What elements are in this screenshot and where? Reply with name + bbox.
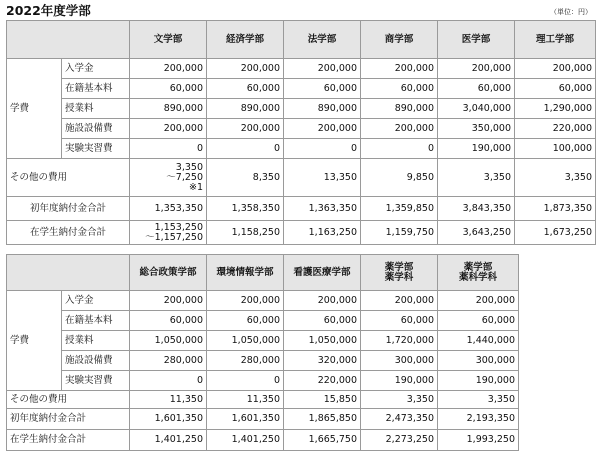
header-cell: 商学部	[361, 21, 438, 59]
value-cell: 3,350	[438, 159, 515, 197]
tuition-category-label: 学費	[7, 291, 62, 391]
tuition-category-label: 学費	[7, 59, 62, 159]
value-cell: 1,358,350	[207, 197, 284, 221]
row-label: 初年度納付金合計	[7, 409, 130, 430]
value-cell: 15,850	[284, 391, 361, 409]
fee-row	[7, 59, 596, 79]
value-cell: 1,865,850	[284, 409, 361, 430]
fee-row	[7, 291, 519, 311]
header-row	[7, 21, 596, 59]
value-cell: 200,000	[207, 291, 284, 311]
value-cell: 220,000	[284, 371, 361, 391]
value-cell: 13,350	[284, 159, 361, 197]
row-label: 在学生納付金合計	[7, 221, 130, 245]
value-cell: 200,000	[438, 59, 515, 79]
value-cell: 200,000	[207, 59, 284, 79]
header-line: 看護医療学部	[293, 266, 351, 278]
value-cell: 60,000	[515, 79, 596, 99]
value-cell: 200,000	[438, 291, 519, 311]
value-cell: 60,000	[130, 79, 207, 99]
value-cell: 890,000	[361, 99, 438, 119]
value-cell: 1,993,250	[438, 430, 519, 451]
value-cell: 1,720,000	[361, 331, 438, 351]
value-cell: 1,401,250	[130, 430, 207, 451]
value-line: 3,350	[175, 161, 203, 173]
value-cell: 3,643,250	[438, 221, 515, 245]
value-cell: 3,350	[361, 391, 438, 409]
header-line: 総合政策学部	[139, 266, 197, 278]
value-cell: 300,000	[361, 351, 438, 371]
row-label: 在籍基本料	[62, 311, 130, 331]
value-cell: 1,050,000	[130, 331, 207, 351]
row-label: その他の費用	[7, 159, 130, 197]
header-cell: 医学部	[438, 21, 515, 59]
value-cell-range	[130, 221, 207, 245]
value-cell: 200,000	[130, 119, 207, 139]
value-cell: 1,158,250	[207, 221, 284, 245]
value-cell: 320,000	[284, 351, 361, 371]
value-cell: 1,601,350	[207, 409, 284, 430]
value-cell: 9,850	[361, 159, 438, 197]
value-line: ～1,157,250	[145, 231, 203, 243]
row-label: 授業料	[62, 99, 130, 119]
header-corner	[7, 21, 130, 59]
value-cell: 3,040,000	[438, 99, 515, 119]
value-cell: 60,000	[207, 311, 284, 331]
value-cell: 190,000	[361, 371, 438, 391]
header-line: 薬学部	[463, 261, 493, 273]
value-cell: 60,000	[130, 311, 207, 331]
header-cell: 法学部	[284, 21, 361, 59]
row-label: 入学金	[62, 291, 130, 311]
value-cell: 1,440,000	[438, 331, 519, 351]
row-label: 施設設備費	[62, 351, 130, 371]
value-cell: 220,000	[515, 119, 596, 139]
value-cell: 100,000	[515, 139, 596, 159]
fee-table-1	[6, 20, 596, 245]
header-line: 薬学科	[384, 271, 414, 283]
value-cell: 300,000	[438, 351, 519, 371]
value-cell: 3,843,350	[438, 197, 515, 221]
row-label: 在籍基本料	[62, 79, 130, 99]
value-cell: 890,000	[130, 99, 207, 119]
row-label: 在学生納付金合計	[7, 430, 130, 451]
value-cell: 200,000	[361, 291, 438, 311]
row-label: 初年度納付金合計	[7, 197, 130, 221]
value-cell: 200,000	[515, 59, 596, 79]
value-cell: 1,665,750	[284, 430, 361, 451]
enrolled-total-row	[7, 430, 519, 451]
enrolled-total-row	[7, 221, 596, 245]
value-cell: 200,000	[284, 291, 361, 311]
row-label: 実験実習費	[62, 371, 130, 391]
value-cell: 890,000	[207, 99, 284, 119]
value-cell: 1,873,350	[515, 197, 596, 221]
value-cell: 190,000	[438, 139, 515, 159]
row-label: 授業料	[62, 331, 130, 351]
value-cell: 2,473,350	[361, 409, 438, 430]
header-cell	[207, 255, 284, 291]
value-cell: 200,000	[361, 59, 438, 79]
header-cell: 文学部	[130, 21, 207, 59]
header-row	[7, 255, 519, 291]
value-cell: 190,000	[438, 371, 519, 391]
value-cell: 1,159,750	[361, 221, 438, 245]
fee-row	[7, 351, 519, 371]
first-year-total-row	[7, 409, 519, 430]
row-label: 施設設備費	[62, 119, 130, 139]
value-cell: 350,000	[438, 119, 515, 139]
value-cell: 0	[207, 139, 284, 159]
value-cell: 1,673,250	[515, 221, 596, 245]
value-cell: 60,000	[284, 79, 361, 99]
value-cell: 890,000	[284, 99, 361, 119]
header-cell	[438, 255, 519, 291]
value-cell: 1,401,250	[207, 430, 284, 451]
value-cell: 1,601,350	[130, 409, 207, 430]
header-corner	[7, 255, 130, 291]
value-cell: 0	[130, 371, 207, 391]
value-cell: 1,050,000	[284, 331, 361, 351]
value-cell: 0	[361, 139, 438, 159]
value-cell: 200,000	[284, 59, 361, 79]
value-cell: 60,000	[438, 79, 515, 99]
value-cell: 1,359,850	[361, 197, 438, 221]
header-line: 薬科学科	[458, 271, 497, 283]
header-cell: 理工学部	[515, 21, 596, 59]
value-cell: 60,000	[361, 311, 438, 331]
value-cell: 280,000	[130, 351, 207, 371]
value-cell: 1,050,000	[207, 331, 284, 351]
header-cell	[130, 255, 207, 291]
other-costs-row	[7, 391, 519, 409]
value-cell: 0	[284, 139, 361, 159]
value-cell: 2,273,250	[361, 430, 438, 451]
value-cell: 200,000	[361, 119, 438, 139]
first-year-total-row	[7, 197, 596, 221]
value-line: 1,153,250	[154, 221, 203, 233]
fee-row	[7, 79, 596, 99]
value-cell: 60,000	[207, 79, 284, 99]
other-costs-row	[7, 159, 596, 197]
value-cell: 3,350	[515, 159, 596, 197]
fee-row	[7, 99, 596, 119]
value-cell: 60,000	[438, 311, 519, 331]
value-cell: 11,350	[130, 391, 207, 409]
header-cell	[361, 255, 438, 291]
value-line: ～7,250	[166, 171, 203, 183]
fee-row	[7, 371, 519, 391]
value-cell: 1,163,250	[284, 221, 361, 245]
value-cell: 0	[130, 139, 207, 159]
value-cell: 200,000	[130, 291, 207, 311]
value-cell: 2,193,350	[438, 409, 519, 430]
value-cell-range	[130, 159, 207, 197]
row-label: 実験実習費	[62, 139, 130, 159]
header-line: 環境情報学部	[216, 266, 274, 278]
footnote-mark: ※1	[188, 181, 203, 193]
fee-row	[7, 119, 596, 139]
fee-row	[7, 331, 519, 351]
value-cell: 60,000	[361, 79, 438, 99]
header-cell: 経済学部	[207, 21, 284, 59]
value-cell: 1,290,000	[515, 99, 596, 119]
value-cell: 11,350	[207, 391, 284, 409]
row-label: その他の費用	[7, 391, 130, 409]
value-cell: 0	[207, 371, 284, 391]
value-cell: 200,000	[130, 59, 207, 79]
value-cell: 200,000	[284, 119, 361, 139]
value-cell: 1,353,350	[130, 197, 207, 221]
row-label: 入学金	[62, 59, 130, 79]
value-cell: 8,350	[207, 159, 284, 197]
fee-table-2	[6, 254, 519, 451]
fee-row	[7, 311, 519, 331]
value-cell: 3,350	[438, 391, 519, 409]
unit-note: （単位：円）	[550, 8, 592, 16]
page-title: 2022年度学部	[6, 3, 91, 18]
value-cell: 1,363,350	[284, 197, 361, 221]
fee-row	[7, 139, 596, 159]
header-cell	[284, 255, 361, 291]
value-cell: 60,000	[284, 311, 361, 331]
header-line: 薬学部	[384, 261, 414, 273]
value-cell: 200,000	[207, 119, 284, 139]
value-cell: 280,000	[207, 351, 284, 371]
